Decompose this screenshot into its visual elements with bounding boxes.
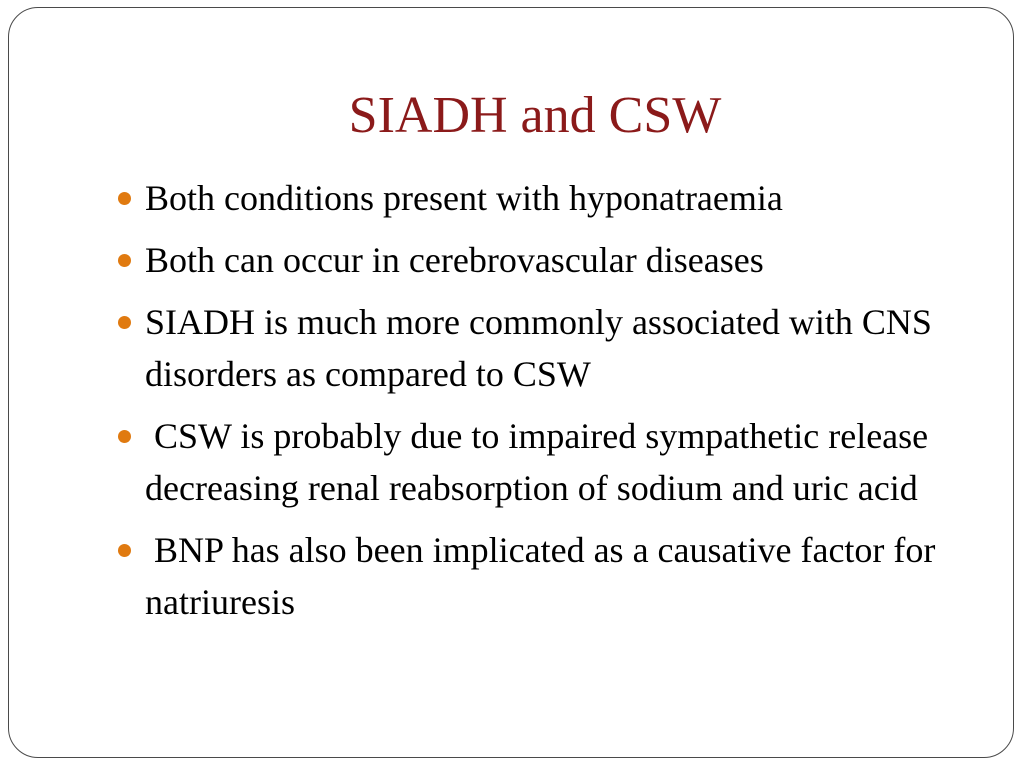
bullet-text: CSW is probably due to impaired sympathetic release decreasing renal reabsorption of sodium and uric acid xyxy=(145,416,938,508)
bullet-text: Both conditions present with hyponatraemia xyxy=(145,178,783,218)
bullet-item xyxy=(116,296,996,400)
bullet-dot-icon xyxy=(118,192,131,205)
bullet-item xyxy=(116,172,996,224)
bullet-dot-icon xyxy=(118,254,131,267)
bullet-dot-icon xyxy=(118,316,131,329)
bullet-list xyxy=(116,172,996,638)
bullet-item xyxy=(116,524,996,628)
bullet-item xyxy=(116,410,996,514)
slide-title: SIADH and CSW xyxy=(348,87,722,144)
bullet-dot-icon xyxy=(118,430,131,443)
bullet-item xyxy=(116,234,996,286)
bullet-text: Both can occur in cerebrovascular diseases xyxy=(145,240,764,280)
bullet-text: BNP has also been implicated as a causative factor for natriuresis xyxy=(145,530,945,622)
bullet-text: SIADH is much more commonly associated with CNS disorders as compared to CSW xyxy=(145,302,932,394)
bullet-dot-icon xyxy=(118,544,131,557)
